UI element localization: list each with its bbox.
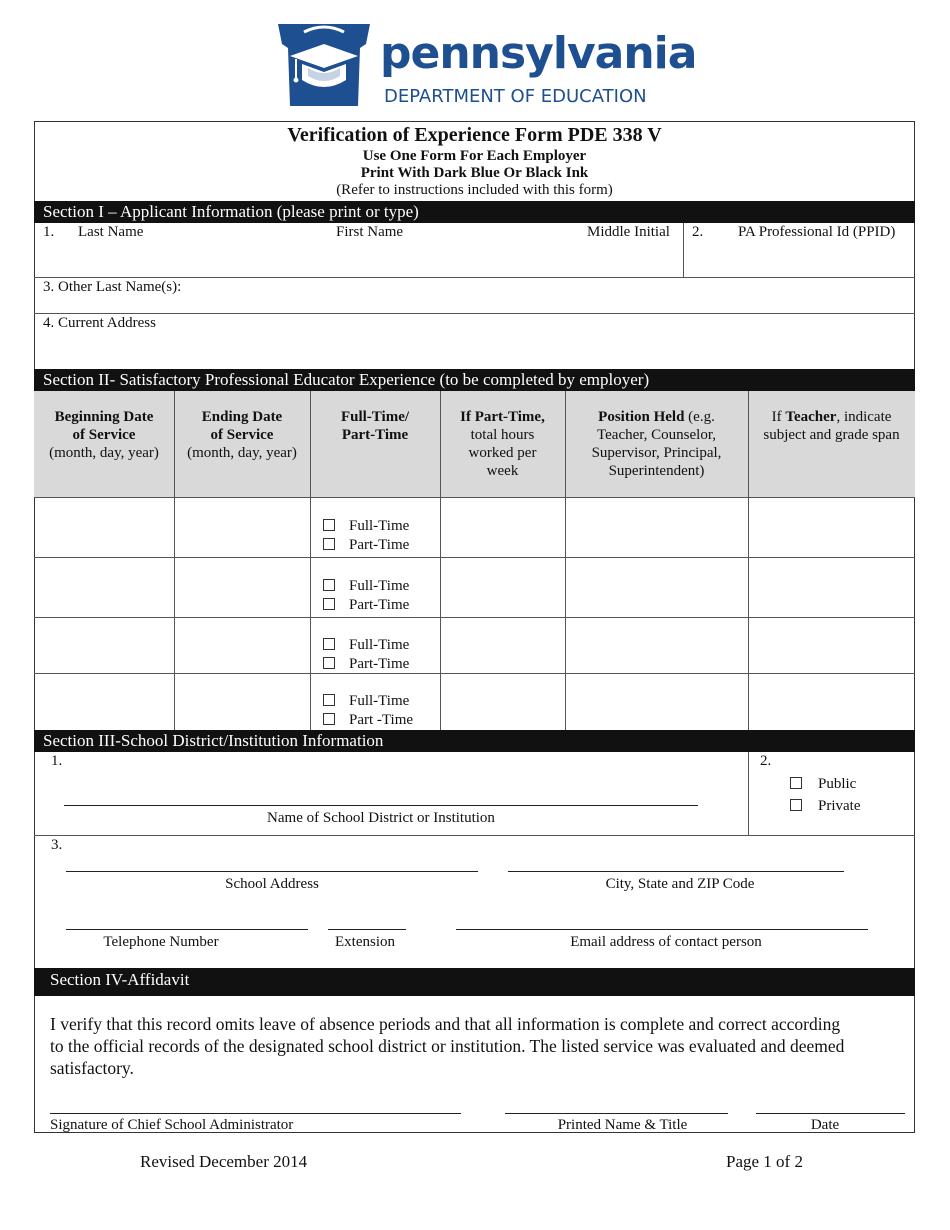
telephone-label: Telephone Number — [103, 934, 219, 950]
section-3-heading — [34, 730, 915, 752]
part-time-checkbox[interactable]: Part-Time — [323, 596, 409, 615]
other-last-names-label: 3. Other Last Name(s): — [43, 279, 182, 295]
email-label: Email address of contact person — [570, 934, 762, 950]
col-part-time-hours-header: If Part-Time, total hours worked per week — [460, 409, 545, 479]
field-number-3: 3. — [51, 837, 63, 853]
logo-subtitle: DEPARTMENT OF EDUCATION — [384, 86, 647, 107]
full-time-checkbox[interactable]: Full-Time — [323, 517, 409, 536]
extension-label: Extension — [335, 934, 395, 950]
city-state-zip-line[interactable] — [508, 871, 844, 872]
ppid-field[interactable] — [685, 242, 914, 276]
affidavit-text: I verify that this record omits leave of absence periods and that all information is complete and correct according to the official records of the designated school district or institution. The listed service was evaluated and deemed satisfactory. — [50, 1014, 845, 1078]
date-label: Date — [810, 1117, 840, 1133]
revision-date: Revised December 2014 — [140, 1152, 308, 1171]
form-subtitle-ink: Print With Dark Blue Or Black Ink — [360, 165, 589, 181]
part-time-checkbox[interactable]: Part -Time — [323, 711, 413, 730]
section-3-title: Section III-School District/Institution Information — [43, 731, 384, 750]
applicant-name-field[interactable] — [35, 242, 682, 276]
form-title: Verification of Experience Form PDE 338 V — [287, 124, 662, 146]
other-last-names-field[interactable] — [200, 279, 914, 312]
section-4-heading — [34, 968, 915, 996]
email-line[interactable] — [456, 929, 868, 930]
table-row — [323, 577, 409, 615]
middle-initial-label: Middle Initial — [587, 224, 670, 240]
table-row — [323, 517, 409, 555]
public-checkbox[interactable]: Public — [790, 773, 861, 795]
table-row — [323, 636, 409, 674]
col-teacher-subject-header: If Teacher, indicate subject and grade span — [763, 409, 900, 443]
signature-label: Signature of Chief School Administrator — [50, 1117, 294, 1133]
extension-line[interactable] — [328, 929, 406, 930]
current-address-field[interactable] — [35, 334, 914, 368]
private-checkbox[interactable]: Private — [790, 795, 861, 817]
col-beginning-date-header: Beginning Date of Service (month, day, year) — [49, 409, 159, 461]
field-number-2: 2. — [692, 224, 704, 240]
keystone-graduation-cap-icon — [274, 22, 374, 108]
section-2-title: Section II- Satisfactory Professional Educator Experience (to be completed by employer) — [43, 370, 650, 389]
school-address-line[interactable] — [66, 871, 478, 872]
full-time-checkbox[interactable]: Full-Time — [323, 692, 413, 711]
form-subtitle-employer: Use One Form For Each Employer — [362, 148, 587, 164]
full-time-checkbox[interactable]: Full-Time — [323, 636, 409, 655]
current-address-label: 4. Current Address — [43, 315, 156, 331]
section-1-heading — [34, 201, 915, 223]
printed-name-label: Printed Name & Title — [557, 1117, 688, 1133]
page-number: Page 1 of 2 — [726, 1152, 803, 1171]
first-name-label: First Name — [336, 224, 404, 240]
full-time-checkbox[interactable]: Full-Time — [323, 577, 409, 596]
telephone-line[interactable] — [66, 929, 308, 930]
section-4-title: Section IV-Affidavit — [50, 970, 190, 989]
date-line[interactable] — [756, 1113, 905, 1114]
field-number-1: 1. — [43, 224, 55, 240]
district-name-label: Name of School District or Institution — [267, 810, 495, 826]
form-instructions-note: (Refer to instructions included with this form) — [336, 182, 613, 198]
institution-type-options — [790, 773, 861, 817]
table-row — [323, 692, 413, 730]
pde-logo — [274, 22, 697, 110]
col-position-held-header: Position Held (e.g. Teacher, Counselor, Supervisor, Principal, Superintendent) — [591, 409, 722, 479]
printed-name-line[interactable] — [505, 1113, 728, 1114]
section-2-heading — [34, 369, 915, 391]
school-address-label: School Address — [225, 876, 319, 892]
last-name-label: Last Name — [78, 224, 144, 240]
field-number-1: 1. — [51, 753, 63, 769]
ppid-label: PA Professional Id (PPID) — [738, 224, 896, 240]
city-state-zip-label: City, State and ZIP Code — [605, 876, 755, 892]
logo-wordmark: pennsylvania — [380, 28, 697, 79]
field-number-2: 2. — [760, 753, 772, 769]
section-1-title: Section I – Applicant Information (please print or type) — [43, 202, 419, 221]
signature-line[interactable] — [50, 1113, 461, 1114]
district-name-line[interactable] — [64, 805, 698, 806]
col-ending-date-header: Ending Date of Service (month, day, year) — [187, 409, 297, 461]
col-full-part-time-header: Full-Time/ Part-Time — [340, 409, 410, 443]
part-time-checkbox[interactable]: Part-Time — [323, 536, 409, 555]
part-time-checkbox[interactable]: Part-Time — [323, 655, 409, 674]
